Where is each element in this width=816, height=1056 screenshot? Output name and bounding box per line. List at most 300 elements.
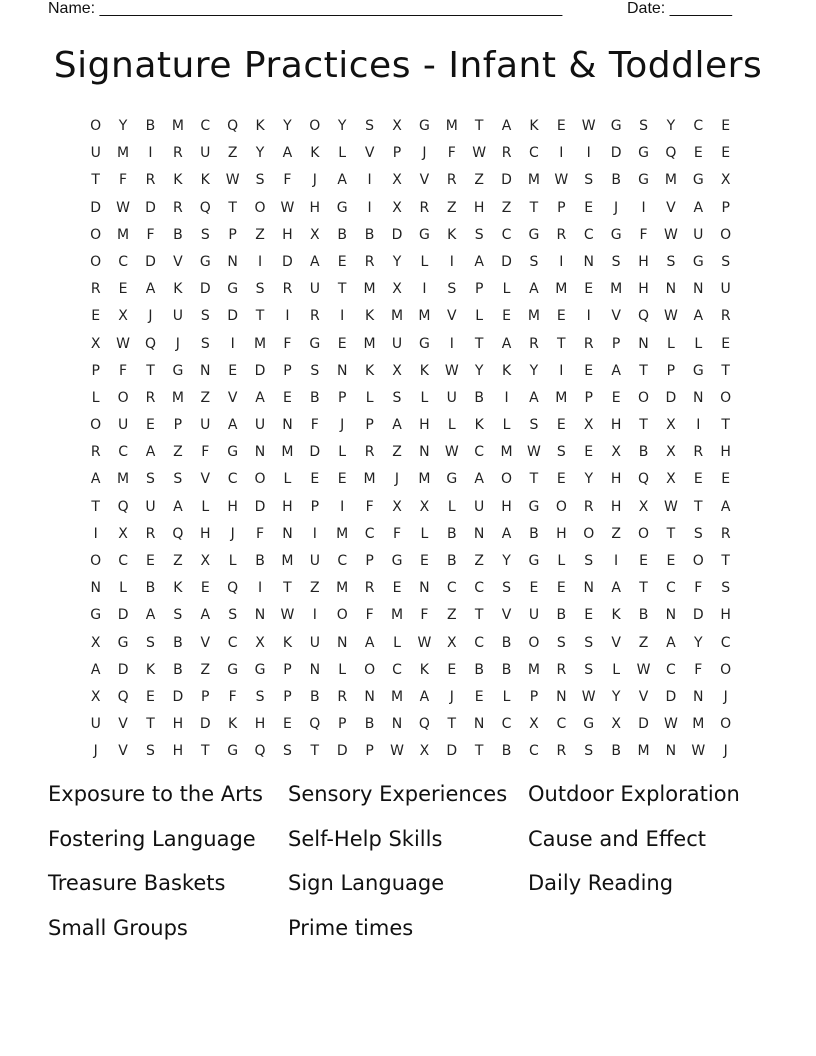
grid-letter: F [201,444,210,461]
grid-letter: Y [584,471,593,488]
grid-letter: H [556,525,567,542]
grid-letter: D [501,253,512,270]
grid-letter: E [337,335,347,352]
grid-letter: S [584,553,594,569]
grid-letter: F [119,362,128,379]
grid-letter: C [392,661,402,678]
grid-letter: F [639,226,648,243]
grid-letter: V [419,172,430,189]
grid-letter: N [391,716,403,733]
grid-letter: F [694,661,703,678]
grid-letter: H [282,226,293,243]
grid-letter: G [692,172,704,189]
grid-letter: D [446,743,458,760]
grid-letter: I [559,145,564,162]
grid-letter: K [282,634,293,651]
grid-letter: U [200,417,211,434]
grid-letter: I [641,199,646,216]
grid-letter: E [584,199,594,216]
grid-letter: H [172,743,184,760]
grid-letter: T [200,743,210,760]
grid-letter: D [90,199,102,216]
grid-letter: O [90,417,102,434]
grid-letter: R [693,444,704,461]
grid-letter: O [692,553,704,569]
grid-letter: E [639,553,648,569]
grid-letter: R [556,661,567,678]
grid-letter: G [583,716,595,733]
grid-letter: D [145,253,156,270]
grid-letter: C [666,661,676,678]
grid-letter: G [610,118,622,134]
grid-letter: E [419,553,429,569]
grid-letter: I [586,145,591,162]
grid-letter: B [529,525,539,542]
date-field-label: Date: _______ [627,0,732,17]
grid-letter: S [721,580,731,597]
grid-letter: G [254,661,266,678]
grid-letter: E [611,389,621,406]
grid-letter: M [610,281,623,298]
grid-letter: N [254,444,266,461]
grid-letter: J [148,308,153,325]
grid-letter: D [692,607,704,624]
grid-letter: R [145,172,156,189]
grid-letter: M [500,444,513,461]
grid-letter: U [391,335,403,352]
grid-letter: D [117,661,129,678]
grid-letter: Z [227,145,238,162]
grid-letter: O [254,471,266,488]
grid-letter: M [253,335,267,352]
grid-letter: C [529,145,539,162]
grid-letter: R [364,444,375,461]
grid-letter: Y [337,118,347,134]
word-list-item: Outdoor Exploration [528,782,740,806]
grid-letter: S [255,688,265,705]
grid-letter: P [365,417,374,434]
grid-letter: B [446,553,457,569]
grid-letter: T [474,335,484,352]
grid-letter: D [254,362,266,379]
grid-letter: T [529,199,539,216]
grid-letter: E [721,471,731,488]
grid-letter: O [90,226,102,243]
grid-letter: E [584,281,594,298]
grid-letter: N [309,661,321,678]
grid-letter: T [694,498,703,515]
grid-letter: K [173,580,183,597]
grid-letter: H [610,471,622,488]
grid-letter: O [117,389,129,406]
grid-letter: M [692,716,705,733]
word-list [48,778,768,957]
grid-letter: S [529,417,539,434]
grid-letter: R [145,389,156,406]
grid-letter: P [392,145,402,162]
grid-letter: F [283,172,292,189]
grid-letter: B [145,580,156,597]
grid-letter: T [91,498,100,515]
grid-letter: E [556,580,566,597]
grid-letter: I [340,308,345,325]
grid-letter: B [501,743,512,760]
grid-letter: G [227,444,239,461]
grid-letter: Z [173,553,183,569]
grid-letter: H [309,199,321,216]
grid-letter: G [638,172,649,189]
word-list-item: Small Groups [48,916,188,941]
grid-letter: L [557,553,566,569]
grid-letter: M [117,226,130,243]
grid-letter: P [557,199,566,216]
grid-letter: Q [418,716,430,733]
grid-letter: C [666,580,676,597]
grid-letter: C [474,580,485,597]
grid-letter: I [422,281,427,298]
page-title: Signature Practices - Infant & Toddlers [53,45,763,86]
grid-letter: J [394,471,400,488]
grid-letter: E [283,389,292,406]
grid-letter: M [281,553,294,569]
grid-letter: W [116,335,130,352]
grid-letter: S [282,743,292,760]
grid-letter: D [391,226,403,243]
grid-letter: F [146,226,155,243]
grid-letter: B [611,743,621,760]
grid-letter: A [474,253,484,270]
grid-letter: M [637,743,650,760]
grid-letter: E [283,716,292,733]
grid-letter: X [611,444,621,461]
grid-letter: C [501,716,512,733]
grid-letter: F [365,607,374,624]
grid-letter: V [666,199,676,216]
grid-letter: I [367,199,372,216]
grid-letter: L [502,281,511,298]
grid-letter: D [309,444,321,461]
grid-letter: X [529,716,539,733]
grid-letter: G [418,335,430,352]
grid-letter: H [638,281,649,298]
grid-letter: R [556,743,567,760]
grid-letter: S [228,607,238,624]
grid-letter: S [584,634,594,651]
grid-letter: G [692,362,704,379]
grid-letter: W [636,661,651,678]
grid-letter: N [364,688,375,705]
grid-letter: M [363,281,376,298]
grid-letter: X [419,743,430,760]
grid-letter: Q [144,335,156,352]
grid-letter: D [665,389,677,406]
grid-letter: E [146,417,155,434]
grid-letter: U [309,634,320,651]
grid-letter: S [584,661,594,678]
grid-letter: E [556,417,566,434]
grid-letter: H [199,525,211,542]
grid-letter: P [173,417,183,434]
grid-letter: G [528,498,540,515]
grid-letter: P [611,335,621,352]
grid-letter: Q [309,716,321,733]
grid-letter: Z [255,226,265,243]
grid-letter: L [420,389,429,406]
grid-letter: C [720,634,731,651]
grid-letter: W [225,172,240,189]
grid-letter: N [254,607,266,624]
grid-letter: R [173,199,183,216]
grid-letter: T [639,362,648,379]
grid-letter: J [230,525,235,542]
grid-letter: J [723,743,728,760]
grid-letter: Z [392,444,402,461]
grid-letter: W [663,226,678,243]
grid-letter: W [663,308,678,325]
grid-letter: X [583,417,594,434]
grid-letter: O [637,525,650,542]
word-search-grid [82,113,739,766]
grid-letter: G [418,226,430,243]
grid-letter: A [501,525,512,542]
grid-letter: M [527,661,540,678]
grid-letter: X [255,634,265,651]
grid-letter: M [336,525,349,542]
grid-letter: C [364,525,375,542]
grid-letter: O [720,716,732,733]
grid-letter: S [556,634,566,651]
grid-letter: X [392,498,402,515]
grid-letter: X [392,172,402,189]
grid-letter: S [556,444,566,461]
grid-letter: T [639,417,648,434]
grid-letter: L [502,417,511,434]
grid-letter: S [392,389,402,406]
grid-letter: L [119,580,127,597]
grid-letter: N [665,607,677,624]
grid-letter: K [173,172,183,189]
grid-letter: H [282,498,293,515]
grid-letter: V [611,634,621,651]
grid-letter: Z [173,444,183,461]
grid-letter: Y [283,118,292,134]
grid-letter: U [200,145,211,162]
grid-letter: J [312,172,317,189]
grid-letter: A [200,607,211,624]
grid-letter: T [146,362,155,379]
grid-letter: P [283,661,292,678]
grid-letter: T [228,199,237,216]
grid-letter: A [145,281,156,298]
grid-letter: E [118,281,128,298]
grid-letter: A [666,634,676,651]
grid-letter: A [501,118,512,134]
grid-letter: H [473,199,485,216]
grid-letter: F [119,172,128,189]
grid-letter: L [612,661,621,678]
grid-letter: J [422,145,427,162]
grid-letter: N [473,716,485,733]
grid-letter: F [283,335,292,352]
grid-letter: W [280,607,295,624]
grid-letter: W [444,444,459,461]
grid-letter: X [419,498,430,515]
grid-letter: A [255,389,265,406]
grid-letter: C [446,580,457,597]
grid-letter: S [173,471,183,488]
grid-letter: B [173,226,183,243]
grid-letter: S [474,226,484,243]
grid-letter: U [693,226,704,243]
grid-letter: H [720,607,731,624]
grid-letter: K [365,308,375,325]
grid-letter: N [419,444,430,461]
grid-letter: T [721,553,730,569]
grid-letter: S [200,335,210,352]
grid-letter: P [365,553,374,569]
grid-letter: N [419,580,430,597]
grid-letter: A [611,580,621,597]
grid-letter: U [309,553,320,569]
grid-letter: L [502,688,511,705]
grid-letter: W [663,716,678,733]
grid-letter: E [584,362,594,379]
grid-letter: A [145,607,156,624]
grid-letter: M [418,308,431,325]
grid-letter: Q [117,688,129,705]
grid-letter: E [556,471,566,488]
grid-letter: B [310,389,320,406]
grid-letter: P [283,362,292,379]
grid-letter: G [227,281,239,298]
grid-letter: I [312,607,317,624]
grid-letter: R [309,308,320,325]
grid-letter: O [720,226,732,243]
grid-letter: V [173,253,183,270]
grid-letter: E [556,308,566,325]
grid-letter: E [337,253,347,270]
grid-letter: D [227,308,239,325]
grid-letter: Y [118,118,128,134]
name-field-label: Name: ____________________________________________________ [48,0,563,17]
grid-letter: K [145,661,156,678]
grid-letter: A [173,498,183,515]
grid-letter: F [365,498,374,515]
grid-letter: T [91,172,100,189]
grid-letter: L [393,634,401,651]
grid-letter: H [720,444,731,461]
grid-letter: L [447,417,456,434]
grid-letter: H [227,498,238,515]
grid-letter: A [364,634,375,651]
grid-letter: T [666,525,676,542]
grid-letter: G [227,743,239,760]
grid-letter: H [254,716,266,733]
grid-letter: K [228,716,238,733]
grid-letter: T [721,362,730,379]
grid-letter: S [584,172,594,189]
grid-letter: A [282,145,293,162]
grid-letter: U [720,281,731,298]
grid-letter: B [173,634,183,651]
grid-letter: L [666,335,675,352]
grid-letter: H [638,253,649,270]
grid-letter: D [665,688,677,705]
grid-letter: M [390,688,404,705]
word-list-item: Treasure Baskets [48,871,226,896]
grid-letter: H [501,498,512,515]
grid-letter: I [586,308,591,325]
grid-letter: U [528,607,540,624]
grid-letter: A [693,308,704,325]
grid-letter: R [501,145,512,162]
grid-letter: R [337,688,348,705]
grid-letter: N [693,688,704,705]
grid-letter: X [200,553,211,569]
grid-letter: S [146,471,155,488]
grid-letter: K [255,118,265,134]
grid-letter: F [447,145,456,162]
grid-letter: V [118,743,128,760]
grid-letter: A [611,362,621,379]
grid-letter: X [392,118,402,134]
grid-letter: I [340,498,345,515]
grid-letter: A [310,253,320,270]
grid-letter: L [283,471,292,488]
grid-letter: X [638,498,649,515]
grid-letter: Y [255,145,265,162]
grid-letter: D [501,172,512,189]
grid-letter: E [146,688,155,705]
grid-letter: P [666,362,676,379]
grid-letter: E [91,308,101,325]
grid-letter: O [90,118,102,134]
grid-letter: K [310,145,320,162]
grid-letter: Q [665,145,677,162]
grid-letter: L [420,525,429,542]
grid-letter: K [611,607,621,624]
grid-letter: P [474,281,484,298]
grid-letter: X [118,525,128,542]
grid-letter: N [336,634,348,651]
grid-letter: K [365,362,375,379]
grid-letter: G [117,634,129,651]
grid-letter: E [584,607,594,624]
grid-letter: A [529,281,539,298]
grid-letter: R [720,525,731,542]
grid-letter: E [693,471,703,488]
grid-letter: O [720,661,732,678]
grid-letter: L [228,553,237,569]
grid-letter: M [527,172,540,189]
grid-letter: Q [637,471,650,488]
grid-letter: T [283,580,292,597]
grid-letter: G [336,199,348,216]
grid-letter: X [392,362,402,379]
grid-letter: B [173,661,183,678]
grid-letter: C [501,226,512,243]
grid-letter: L [447,498,456,515]
grid-letter: A [419,688,430,705]
grid-letter: O [555,498,567,515]
word-list-item: Fostering Language [48,826,256,851]
grid-letter: M [418,471,431,488]
grid-letter: B [556,607,567,624]
grid-letter: V [227,389,238,406]
grid-letter: I [504,389,509,406]
grid-letter: U [474,498,485,515]
grid-letter: T [639,580,648,597]
